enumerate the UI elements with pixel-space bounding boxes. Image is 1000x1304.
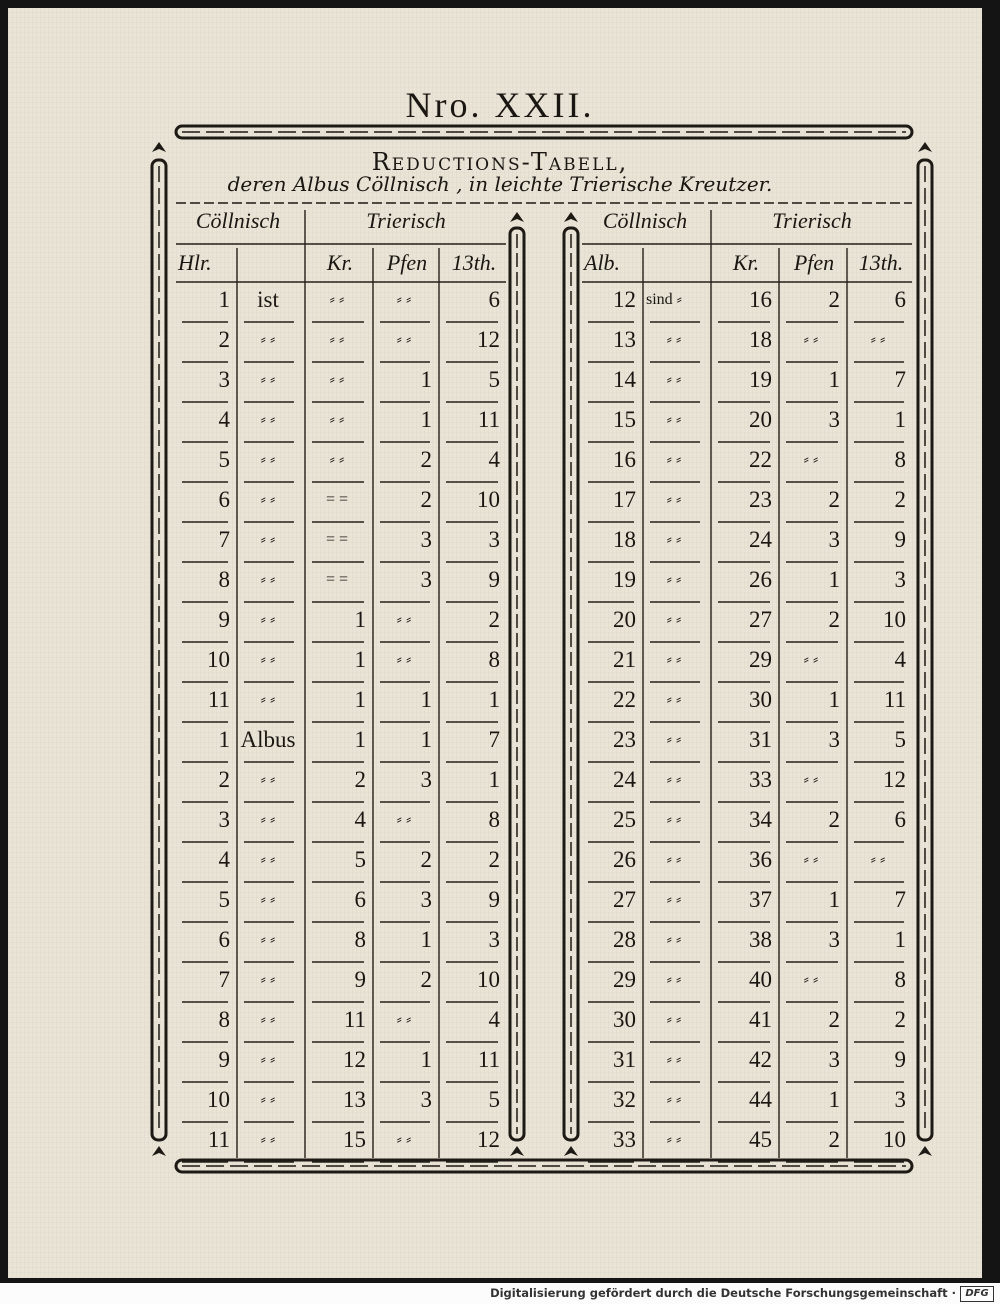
right-cell-unit: 21 (613, 647, 636, 672)
left-cell-unit: 10 (207, 1087, 230, 1112)
left-cell-13th: 11 (477, 1047, 500, 1072)
table-subtitle: deren Albus Cöllnisch , in leichte Trierische Kreutzer. (227, 172, 773, 196)
right-ornament-border (918, 160, 932, 1140)
left-cell-pfen: 1 (420, 407, 432, 432)
left-cell-label: ⸗ ⸗ (260, 371, 276, 388)
left-cell-unit: 1 (218, 727, 230, 752)
left-cell-pfen: 2 (420, 447, 432, 472)
right-cell-kr: 27 (749, 607, 772, 632)
right-cell-pfen: 1 (828, 567, 840, 592)
right-cell-unit: 14 (613, 367, 636, 392)
right-column-header-unit: Alb. (584, 250, 621, 275)
left-cell-13th: 2 (488, 607, 500, 632)
right-cell-label: ⸗ ⸗ (666, 571, 682, 588)
right-cell-pfen: ⸗ ⸗ (803, 451, 819, 468)
right-cell-kr: 16 (749, 287, 772, 312)
left-cell-unit: 3 (218, 367, 230, 392)
right-cell-13th: 1 (894, 407, 906, 432)
left-cell-kr: 1 (354, 727, 366, 752)
left-cell-unit: 2 (218, 327, 230, 352)
left-cell-pfen: 1 (420, 927, 432, 952)
right-cell-13th: 10 (883, 1127, 906, 1152)
right-cell-pfen: 2 (828, 1007, 840, 1032)
left-cell-label: ⸗ ⸗ (260, 491, 276, 508)
right-cell-unit: 16 (613, 447, 636, 472)
right-cell-unit: 13 (613, 327, 636, 352)
left-column-header-kr: Kr. (326, 250, 354, 275)
right-cell-pfen: ⸗ ⸗ (803, 651, 819, 668)
left-cell-unit: 4 (218, 407, 230, 432)
right-cell-unit: 19 (613, 567, 636, 592)
left-group-header: Trierisch (366, 208, 446, 233)
right-cell-label: ⸗ ⸗ (666, 491, 682, 508)
left-cell-unit: 9 (218, 607, 230, 632)
left-cell-13th: 3 (488, 927, 500, 952)
left-cell-pfen: 3 (420, 887, 432, 912)
left-cell-label: ⸗ ⸗ (260, 771, 276, 788)
right-cell-label: ⸗ ⸗ (666, 691, 682, 708)
right-cell-kr: 23 (749, 487, 772, 512)
left-cell-label: ⸗ ⸗ (260, 931, 276, 948)
left-cell-label: ⸗ ⸗ (260, 1131, 276, 1148)
right-cell-pfen: 2 (828, 287, 840, 312)
right-cell-unit: 32 (613, 1087, 636, 1112)
right-cell-pfen: 2 (828, 487, 840, 512)
right-cell-unit: 28 (613, 927, 636, 952)
right-cell-pfen: 3 (828, 527, 840, 552)
left-cell-13th: 10 (477, 487, 500, 512)
right-cell-kr: 24 (749, 527, 772, 552)
right-cell-kr: 36 (749, 847, 772, 872)
left-cell-pfen: ⸗ ⸗ (396, 811, 412, 828)
left-ornament-border (152, 160, 166, 1140)
left-cell-unit: 7 (218, 967, 230, 992)
right-cell-13th: 4 (894, 647, 906, 672)
left-cell-label: ⸗ ⸗ (260, 531, 276, 548)
table-title: Reductions-Tabell, (371, 148, 629, 176)
left-cell-pfen: 3 (420, 1087, 432, 1112)
right-cell-unit: 31 (613, 1047, 636, 1072)
left-cell-pfen: 2 (420, 847, 432, 872)
right-cell-13th: 7 (894, 887, 906, 912)
right-cell-13th: 3 (894, 567, 906, 592)
left-cell-unit: 6 (218, 927, 230, 952)
footer-credit: Digitalisierung gefördert durch die Deutsche Forschungsgemeinschaft · (490, 1286, 956, 1300)
left-cell-pfen: ⸗ ⸗ (396, 1011, 412, 1028)
right-cell-unit: 17 (613, 487, 636, 512)
right-cell-label: ⸗ ⸗ (666, 931, 682, 948)
right-cell-unit: 25 (613, 807, 636, 832)
right-cell-kr: 45 (749, 1127, 772, 1152)
right-cell-kr: 38 (749, 927, 772, 952)
right-cell-label: ⸗ ⸗ (666, 1091, 682, 1108)
left-cell-unit: 9 (218, 1047, 230, 1072)
left-cell-kr: = = (325, 571, 349, 588)
right-cell-unit: 33 (613, 1127, 636, 1152)
right-cell-13th: 8 (894, 967, 906, 992)
left-cell-label: ⸗ ⸗ (260, 411, 276, 428)
left-cell-13th: 5 (488, 367, 500, 392)
right-cell-pfen: ⸗ ⸗ (803, 851, 819, 868)
right-cell-13th: 6 (894, 807, 906, 832)
left-column-header-unit: Hlr. (178, 250, 212, 275)
right-cell-pfen: 1 (828, 1087, 840, 1112)
right-cell-unit: 20 (613, 607, 636, 632)
left-cell-kr: 1 (354, 607, 366, 632)
left-cell-unit: 11 (207, 1127, 230, 1152)
right-cell-label: ⸗ ⸗ (666, 331, 682, 348)
left-cell-13th: 8 (488, 647, 500, 672)
right-cell-unit: 23 (613, 727, 636, 752)
left-cell-label: ⸗ ⸗ (260, 451, 276, 468)
left-cell-13th: 7 (488, 727, 500, 752)
right-cell-label: ⸗ ⸗ (666, 1131, 682, 1148)
left-cell-kr: 15 (343, 1127, 366, 1152)
left-cell-pfen: 1 (420, 367, 432, 392)
left-cell-13th: 9 (488, 567, 500, 592)
right-cell-kr: 22 (749, 447, 772, 472)
left-cell-unit: 10 (207, 647, 230, 672)
right-cell-kr: 26 (749, 567, 772, 592)
left-cell-kr: ⸗ ⸗ (329, 451, 345, 468)
left-cell-pfen: 1 (420, 1047, 432, 1072)
left-cell-label: ⸗ ⸗ (260, 651, 276, 668)
right-cell-13th: 9 (894, 527, 906, 552)
left-cell-kr: ⸗ ⸗ (329, 291, 345, 308)
left-cell-pfen: ⸗ ⸗ (396, 651, 412, 668)
right-cell-kr: 44 (749, 1087, 772, 1112)
left-cell-kr: 1 (354, 647, 366, 672)
right-cell-kr: 18 (749, 327, 772, 352)
right-cell-13th: 9 (894, 1047, 906, 1072)
left-cell-pfen: ⸗ ⸗ (396, 611, 412, 628)
right-cell-kr: 37 (749, 887, 772, 912)
left-cell-unit: 5 (218, 887, 230, 912)
right-cell-unit: 30 (613, 1007, 636, 1032)
right-cell-pfen: 3 (828, 407, 840, 432)
left-cell-13th: 12 (477, 1127, 500, 1152)
right-group-header: Cöllnisch (602, 208, 688, 233)
right-column-header-kr: Kr. (732, 250, 760, 275)
left-cell-kr: = = (325, 491, 349, 508)
right-cell-pfen: 1 (828, 367, 840, 392)
left-cell-13th: 3 (488, 527, 500, 552)
left-cell-label: Albus (240, 727, 296, 752)
right-cell-unit: 26 (613, 847, 636, 872)
left-cell-pfen: 1 (420, 687, 432, 712)
right-cell-unit: 15 (613, 407, 636, 432)
right-cell-pfen: 2 (828, 607, 840, 632)
right-cell-label: ⸗ ⸗ (666, 971, 682, 988)
left-cell-13th: 9 (488, 887, 500, 912)
left-column-header-13th: 13th. (451, 250, 497, 275)
left-cell-13th: 2 (488, 847, 500, 872)
right-cell-label: ⸗ ⸗ (666, 811, 682, 828)
right-cell-unit: 18 (613, 527, 636, 552)
left-cell-pfen: ⸗ ⸗ (396, 1131, 412, 1148)
left-cell-kr: 12 (343, 1047, 366, 1072)
left-cell-13th: 6 (488, 287, 500, 312)
right-cell-pfen: 2 (828, 1127, 840, 1152)
right-cell-13th: 12 (883, 767, 906, 792)
left-cell-label: ⸗ ⸗ (260, 331, 276, 348)
right-cell-label: ⸗ ⸗ (666, 611, 682, 628)
left-cell-kr: 11 (343, 1007, 366, 1032)
left-cell-unit: 2 (218, 767, 230, 792)
right-cell-label: sind ⸗ (646, 291, 682, 308)
right-cell-unit: 29 (613, 967, 636, 992)
left-cell-unit: 8 (218, 567, 230, 592)
right-cell-13th: 6 (894, 287, 906, 312)
left-cell-kr: 2 (354, 767, 366, 792)
right-cell-label: ⸗ ⸗ (666, 371, 682, 388)
left-cell-label: ist (257, 287, 279, 312)
right-column-header-pfen: Pfen (793, 250, 835, 275)
right-cell-kr: 33 (749, 767, 772, 792)
left-cell-kr: 6 (354, 887, 366, 912)
right-cell-label: ⸗ ⸗ (666, 531, 682, 548)
page-number: Nro. XXII. (405, 85, 595, 125)
left-cell-unit: 6 (218, 487, 230, 512)
right-cell-unit: 27 (613, 887, 636, 912)
left-cell-unit: 11 (207, 687, 230, 712)
left-cell-label: ⸗ ⸗ (260, 1091, 276, 1108)
left-cell-unit: 1 (218, 287, 230, 312)
left-cell-13th: 12 (477, 327, 500, 352)
left-cell-label: ⸗ ⸗ (260, 811, 276, 828)
left-cell-label: ⸗ ⸗ (260, 891, 276, 908)
right-cell-kr: 41 (749, 1007, 772, 1032)
right-cell-label: ⸗ ⸗ (666, 731, 682, 748)
right-cell-kr: 30 (749, 687, 772, 712)
left-cell-kr: ⸗ ⸗ (329, 331, 345, 348)
left-cell-kr: = = (325, 531, 349, 548)
left-cell-kr: 4 (354, 807, 366, 832)
right-cell-13th: 2 (894, 487, 906, 512)
left-cell-unit: 4 (218, 847, 230, 872)
right-cell-unit: 24 (613, 767, 636, 792)
right-group-header: Trierisch (772, 208, 852, 233)
left-cell-13th: 1 (488, 687, 500, 712)
right-cell-kr: 34 (749, 807, 772, 832)
left-cell-13th: 1 (488, 767, 500, 792)
left-group-header: Cöllnisch (195, 208, 281, 233)
right-cell-pfen: ⸗ ⸗ (803, 331, 819, 348)
right-cell-13th: 3 (894, 1087, 906, 1112)
right-cell-label: ⸗ ⸗ (666, 851, 682, 868)
right-cell-kr: 40 (749, 967, 772, 992)
right-cell-kr: 42 (749, 1047, 772, 1072)
right-cell-pfen: 1 (828, 887, 840, 912)
left-cell-pfen: ⸗ ⸗ (396, 331, 412, 348)
right-cell-label: ⸗ ⸗ (666, 1051, 682, 1068)
right-cell-label: ⸗ ⸗ (666, 651, 682, 668)
left-cell-kr: 9 (354, 967, 366, 992)
left-cell-pfen: 3 (420, 527, 432, 552)
right-cell-label: ⸗ ⸗ (666, 451, 682, 468)
left-cell-pfen: 2 (420, 487, 432, 512)
right-cell-kr: 19 (749, 367, 772, 392)
center-ornament-divider (510, 228, 578, 1140)
left-cell-label: ⸗ ⸗ (260, 1011, 276, 1028)
top-ornament-border (176, 126, 912, 138)
right-cell-label: ⸗ ⸗ (666, 411, 682, 428)
right-cell-label: ⸗ ⸗ (666, 1011, 682, 1028)
right-cell-kr: 20 (749, 407, 772, 432)
left-cell-kr: ⸗ ⸗ (329, 411, 345, 428)
right-cell-label: ⸗ ⸗ (666, 891, 682, 908)
right-cell-13th: 5 (894, 727, 906, 752)
right-cell-pfen: 1 (828, 687, 840, 712)
right-cell-13th: ⸗ ⸗ (870, 331, 886, 348)
left-column-header-pfen: Pfen (386, 250, 428, 275)
right-cell-kr: 29 (749, 647, 772, 672)
right-cell-unit: 22 (613, 687, 636, 712)
left-cell-kr: ⸗ ⸗ (329, 371, 345, 388)
right-cell-13th: 11 (883, 687, 906, 712)
right-cell-pfen: 3 (828, 1047, 840, 1072)
left-cell-label: ⸗ ⸗ (260, 971, 276, 988)
left-cell-kr: 5 (354, 847, 366, 872)
right-cell-13th: 7 (894, 367, 906, 392)
left-cell-pfen: 1 (420, 727, 432, 752)
left-cell-13th: 5 (488, 1087, 500, 1112)
right-cell-13th: ⸗ ⸗ (870, 851, 886, 868)
right-cell-pfen: ⸗ ⸗ (803, 971, 819, 988)
right-cell-pfen: 3 (828, 727, 840, 752)
left-cell-kr: 8 (354, 927, 366, 952)
right-cell-label: ⸗ ⸗ (666, 771, 682, 788)
right-cell-pfen: ⸗ ⸗ (803, 771, 819, 788)
left-cell-label: ⸗ ⸗ (260, 691, 276, 708)
right-cell-kr: 31 (749, 727, 772, 752)
left-cell-pfen: 2 (420, 967, 432, 992)
left-cell-label: ⸗ ⸗ (260, 851, 276, 868)
right-cell-unit: 12 (613, 287, 636, 312)
left-cell-pfen: ⸗ ⸗ (396, 291, 412, 308)
left-cell-kr: 1 (354, 687, 366, 712)
left-cell-label: ⸗ ⸗ (260, 611, 276, 628)
dfg-logo-icon: DFG (960, 1286, 994, 1302)
left-cell-13th: 4 (488, 1007, 500, 1032)
left-cell-13th: 8 (488, 807, 500, 832)
right-column-header-13th: 13th. (858, 250, 904, 275)
right-cell-13th: 1 (894, 927, 906, 952)
left-cell-unit: 3 (218, 807, 230, 832)
footer-bar (0, 1283, 1000, 1304)
left-cell-13th: 10 (477, 967, 500, 992)
right-cell-13th: 8 (894, 447, 906, 472)
left-cell-label: ⸗ ⸗ (260, 1051, 276, 1068)
left-cell-label: ⸗ ⸗ (260, 571, 276, 588)
right-cell-pfen: 3 (828, 927, 840, 952)
right-cell-pfen: 2 (828, 807, 840, 832)
left-cell-kr: 13 (343, 1087, 366, 1112)
left-cell-unit: 5 (218, 447, 230, 472)
left-cell-unit: 8 (218, 1007, 230, 1032)
left-cell-13th: 11 (477, 407, 500, 432)
left-cell-13th: 4 (488, 447, 500, 472)
right-cell-13th: 10 (883, 607, 906, 632)
right-cell-13th: 2 (894, 1007, 906, 1032)
left-cell-pfen: 3 (420, 567, 432, 592)
left-cell-pfen: 3 (420, 767, 432, 792)
left-cell-unit: 7 (218, 527, 230, 552)
